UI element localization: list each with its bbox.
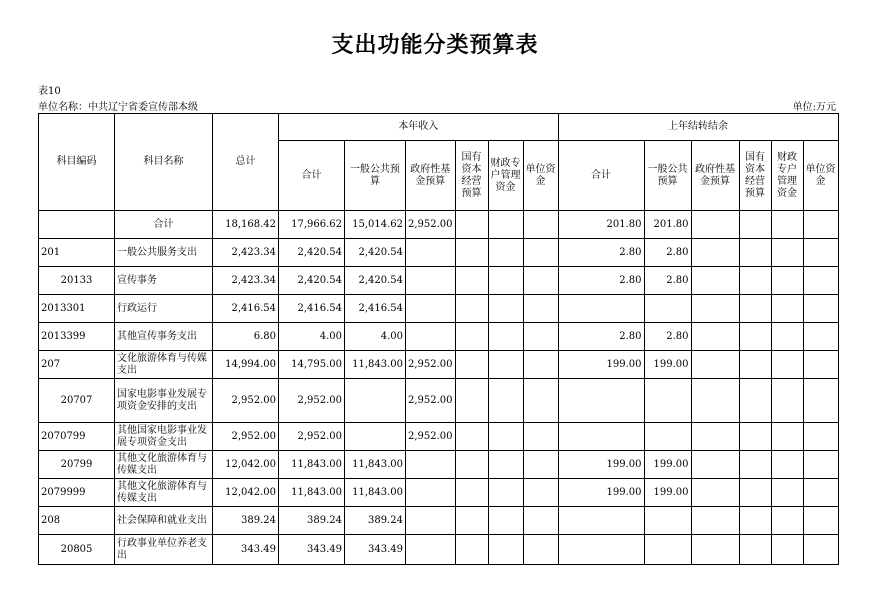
cell-cur-general: 4.00 <box>345 323 406 351</box>
cell-car-special <box>771 507 803 535</box>
cell-car-unit <box>803 479 838 507</box>
cell-cur-gov-fund <box>406 507 456 535</box>
cell-cur-special <box>488 423 523 451</box>
header-car-gov-fund: 政府性基金预算 <box>691 141 739 211</box>
cell-car-unit <box>803 535 838 565</box>
cell-car-total <box>558 535 644 565</box>
cell-car-general <box>644 507 691 535</box>
cell-cur-unit <box>523 479 558 507</box>
cell-car-special <box>771 423 803 451</box>
cell-name: 其他国家电影事业发展专项资金支出 <box>115 423 213 451</box>
cell-code: 201 <box>39 239 115 267</box>
cell-cur-total: 2,416.54 <box>279 295 345 323</box>
cell-car-unit <box>803 507 838 535</box>
header-current-year: 本年收入 <box>279 114 559 141</box>
cell-total: 12,042.00 <box>213 479 279 507</box>
cell-car-state-capital <box>739 379 771 423</box>
cell-car-state-capital <box>739 423 771 451</box>
cell-code: 2079999 <box>39 479 115 507</box>
cell-car-unit <box>803 239 838 267</box>
cell-car-total: 2.80 <box>558 267 644 295</box>
cell-cur-special <box>488 451 523 479</box>
cell-car-state-capital <box>739 267 771 295</box>
amount-unit: 单位:万元 <box>792 102 836 113</box>
cell-car-gov-fund <box>691 295 739 323</box>
cell-cur-state-capital <box>455 323 488 351</box>
cell-car-unit <box>803 451 838 479</box>
cell-car-unit <box>803 295 838 323</box>
header-cur-unit: 单位资金 <box>523 141 558 211</box>
cell-car-state-capital <box>739 451 771 479</box>
cell-code <box>39 211 115 239</box>
cell-cur-state-capital <box>455 267 488 295</box>
cell-cur-gov-fund: 2,952.00 <box>406 351 456 379</box>
cell-name: 宣传事务 <box>115 267 213 295</box>
cell-cur-state-capital <box>455 211 488 239</box>
cell-car-general: 2.80 <box>644 323 691 351</box>
cell-car-unit <box>803 351 838 379</box>
cell-cur-special <box>488 507 523 535</box>
cell-car-total: 199.00 <box>558 479 644 507</box>
cell-cur-state-capital <box>455 423 488 451</box>
cell-cur-general: 11,843.00 <box>345 479 406 507</box>
cell-total: 12,042.00 <box>213 451 279 479</box>
header-carryover: 上年结转结余 <box>558 114 838 141</box>
cell-code: 2070799 <box>39 423 115 451</box>
cell-cur-special <box>488 267 523 295</box>
cell-cur-unit <box>523 267 558 295</box>
header-car-special: 财政专户管理资金 <box>771 141 803 211</box>
cell-cur-general: 15,014.62 <box>345 211 406 239</box>
header-code: 科目编码 <box>39 114 115 211</box>
cell-total: 389.24 <box>213 507 279 535</box>
cell-cur-gov-fund <box>406 451 456 479</box>
cell-cur-gov-fund <box>406 239 456 267</box>
cell-cur-gov-fund: 2,952.00 <box>406 379 456 423</box>
cell-name: 合计 <box>115 211 213 239</box>
cell-car-total: 199.00 <box>558 351 644 379</box>
cell-cur-gov-fund: 2,952.00 <box>406 423 456 451</box>
cell-cur-total: 4.00 <box>279 323 345 351</box>
cell-car-state-capital <box>739 211 771 239</box>
cell-car-total: 201.80 <box>558 211 644 239</box>
unit-name: 单位名称：中共辽宁省委宣传部本级 <box>38 102 198 113</box>
table-row <box>39 379 839 423</box>
cell-total: 18,168.42 <box>213 211 279 239</box>
cell-car-general <box>644 295 691 323</box>
cell-cur-special <box>488 239 523 267</box>
header-car-general: 一般公共预算 <box>644 141 691 211</box>
cell-cur-general <box>345 423 406 451</box>
cell-code: 20707 <box>39 379 115 423</box>
cell-car-special <box>771 479 803 507</box>
cell-car-gov-fund <box>691 479 739 507</box>
cell-name: 国家电影事业发展专项资金安排的支出 <box>115 379 213 423</box>
cell-cur-special <box>488 535 523 565</box>
cell-cur-total: 17,966.62 <box>279 211 345 239</box>
cell-name: 其他文化旅游体育与传媒支出 <box>115 479 213 507</box>
cell-cur-unit <box>523 423 558 451</box>
cell-car-unit <box>803 267 838 295</box>
cell-car-state-capital <box>739 323 771 351</box>
cell-cur-general: 389.24 <box>345 507 406 535</box>
cell-car-unit <box>803 323 838 351</box>
cell-cur-special <box>488 379 523 423</box>
cell-cur-unit <box>523 535 558 565</box>
header-name: 科目名称 <box>115 114 213 211</box>
cell-total: 14,994.00 <box>213 351 279 379</box>
header-cur-total: 合计 <box>279 141 345 211</box>
cell-car-gov-fund <box>691 239 739 267</box>
cell-total: 2,952.00 <box>213 423 279 451</box>
cell-cur-total: 11,843.00 <box>279 479 345 507</box>
cell-car-special <box>771 535 803 565</box>
cell-code: 20799 <box>39 451 115 479</box>
cell-cur-general: 2,420.54 <box>345 239 406 267</box>
table-number: 表10 <box>38 86 61 97</box>
cell-name: 其他宣传事务支出 <box>115 323 213 351</box>
table-row <box>39 507 839 535</box>
cell-cur-state-capital <box>455 451 488 479</box>
table-row <box>39 535 839 565</box>
header-cur-gov-fund: 政府性基金预算 <box>406 141 456 211</box>
table-row <box>39 423 839 451</box>
cell-car-state-capital <box>739 535 771 565</box>
cell-car-gov-fund <box>691 451 739 479</box>
cell-cur-state-capital <box>455 351 488 379</box>
cell-car-general <box>644 535 691 565</box>
cell-car-total <box>558 423 644 451</box>
table-row <box>39 351 839 379</box>
cell-cur-state-capital <box>455 295 488 323</box>
cell-name: 行政运行 <box>115 295 213 323</box>
cell-car-special <box>771 239 803 267</box>
cell-cur-special <box>488 479 523 507</box>
cell-code: 2013301 <box>39 295 115 323</box>
cell-car-gov-fund <box>691 211 739 239</box>
cell-car-gov-fund <box>691 535 739 565</box>
cell-car-general: 199.00 <box>644 351 691 379</box>
cell-car-special <box>771 323 803 351</box>
table-row <box>39 239 839 267</box>
table-row <box>39 479 839 507</box>
cell-cur-total: 343.49 <box>279 535 345 565</box>
cell-car-gov-fund <box>691 267 739 295</box>
header-cur-state-capital: 国有资本经营预算 <box>455 141 488 211</box>
cell-car-general <box>644 423 691 451</box>
cell-cur-state-capital <box>455 239 488 267</box>
cell-cur-gov-fund <box>406 323 456 351</box>
header-car-unit: 单位资金 <box>803 141 838 211</box>
cell-car-general: 2.80 <box>644 239 691 267</box>
cell-car-general <box>644 379 691 423</box>
header-cur-general: 一般公共预算 <box>345 141 406 211</box>
cell-cur-state-capital <box>455 379 488 423</box>
cell-cur-special <box>488 295 523 323</box>
cell-cur-unit <box>523 351 558 379</box>
cell-cur-unit <box>523 323 558 351</box>
cell-cur-unit <box>523 295 558 323</box>
cell-cur-general: 11,843.00 <box>345 351 406 379</box>
cell-cur-total: 2,952.00 <box>279 379 345 423</box>
cell-car-unit <box>803 423 838 451</box>
cell-cur-total: 2,952.00 <box>279 423 345 451</box>
cell-car-gov-fund <box>691 379 739 423</box>
cell-car-special <box>771 379 803 423</box>
cell-name: 行政事业单位养老支出 <box>115 535 213 565</box>
cell-cur-unit <box>523 211 558 239</box>
page-title: 支出功能分类预算表 <box>331 33 539 58</box>
cell-cur-general: 11,843.00 <box>345 451 406 479</box>
cell-car-total <box>558 507 644 535</box>
cell-code: 207 <box>39 351 115 379</box>
cell-cur-state-capital <box>455 535 488 565</box>
cell-cur-total: 14,795.00 <box>279 351 345 379</box>
cell-cur-total: 11,843.00 <box>279 451 345 479</box>
header-row <box>39 114 839 141</box>
cell-code: 20133 <box>39 267 115 295</box>
cell-car-total: 199.00 <box>558 451 644 479</box>
cell-car-gov-fund <box>691 351 739 379</box>
cell-car-gov-fund <box>691 507 739 535</box>
table-row <box>39 323 839 351</box>
cell-cur-unit <box>523 507 558 535</box>
cell-cur-special <box>488 211 523 239</box>
cell-car-unit <box>803 211 838 239</box>
header-cur-special: 财政专户管理资金 <box>488 141 523 211</box>
cell-cur-state-capital <box>455 479 488 507</box>
cell-car-special <box>771 451 803 479</box>
header-total: 总计 <box>213 114 279 211</box>
cell-name: 其他文化旅游体育与传媒支出 <box>115 451 213 479</box>
cell-name: 社会保障和就业支出 <box>115 507 213 535</box>
cell-cur-unit <box>523 239 558 267</box>
cell-car-state-capital <box>739 239 771 267</box>
cell-car-general: 199.00 <box>644 479 691 507</box>
cell-name: 文化旅游体育与传媒支出 <box>115 351 213 379</box>
cell-total: 2,416.54 <box>213 295 279 323</box>
cell-cur-general: 2,416.54 <box>345 295 406 323</box>
cell-cur-total: 2,420.54 <box>279 267 345 295</box>
cell-car-special <box>771 211 803 239</box>
cell-car-state-capital <box>739 295 771 323</box>
cell-cur-special <box>488 323 523 351</box>
header-car-total: 合计 <box>558 141 644 211</box>
cell-code: 20805 <box>39 535 115 565</box>
cell-total: 2,423.34 <box>213 267 279 295</box>
cell-cur-gov-fund <box>406 535 456 565</box>
cell-car-total: 2.80 <box>558 323 644 351</box>
table-row <box>39 211 839 239</box>
cell-total: 343.49 <box>213 535 279 565</box>
header-car-state-capital: 国有资本经营预算 <box>739 141 771 211</box>
cell-name: 一般公共服务支出 <box>115 239 213 267</box>
cell-car-general: 199.00 <box>644 451 691 479</box>
cell-car-total: 2.80 <box>558 239 644 267</box>
cell-cur-gov-fund: 2,952.00 <box>406 211 456 239</box>
cell-cur-general <box>345 379 406 423</box>
cell-car-general: 201.80 <box>644 211 691 239</box>
cell-cur-general: 343.49 <box>345 535 406 565</box>
cell-car-gov-fund <box>691 423 739 451</box>
cell-code: 2013399 <box>39 323 115 351</box>
cell-cur-unit <box>523 379 558 423</box>
cell-car-state-capital <box>739 479 771 507</box>
cell-car-special <box>771 351 803 379</box>
cell-cur-unit <box>523 451 558 479</box>
cell-cur-gov-fund <box>406 479 456 507</box>
cell-cur-total: 389.24 <box>279 507 345 535</box>
cell-car-general: 2.80 <box>644 267 691 295</box>
table-row <box>39 267 839 295</box>
cell-cur-gov-fund <box>406 267 456 295</box>
cell-car-special <box>771 295 803 323</box>
table-row <box>39 295 839 323</box>
cell-total: 2,952.00 <box>213 379 279 423</box>
cell-car-unit <box>803 379 838 423</box>
cell-cur-total: 2,420.54 <box>279 239 345 267</box>
cell-car-special <box>771 267 803 295</box>
cell-code: 208 <box>39 507 115 535</box>
table-row <box>39 451 839 479</box>
budget-table <box>38 113 839 565</box>
cell-cur-gov-fund <box>406 295 456 323</box>
cell-cur-special <box>488 351 523 379</box>
cell-car-state-capital <box>739 507 771 535</box>
cell-total: 6.80 <box>213 323 279 351</box>
cell-cur-general: 2,420.54 <box>345 267 406 295</box>
cell-car-gov-fund <box>691 323 739 351</box>
cell-cur-state-capital <box>455 507 488 535</box>
cell-car-total <box>558 295 644 323</box>
cell-car-total <box>558 379 644 423</box>
cell-total: 2,423.34 <box>213 239 279 267</box>
cell-car-state-capital <box>739 351 771 379</box>
